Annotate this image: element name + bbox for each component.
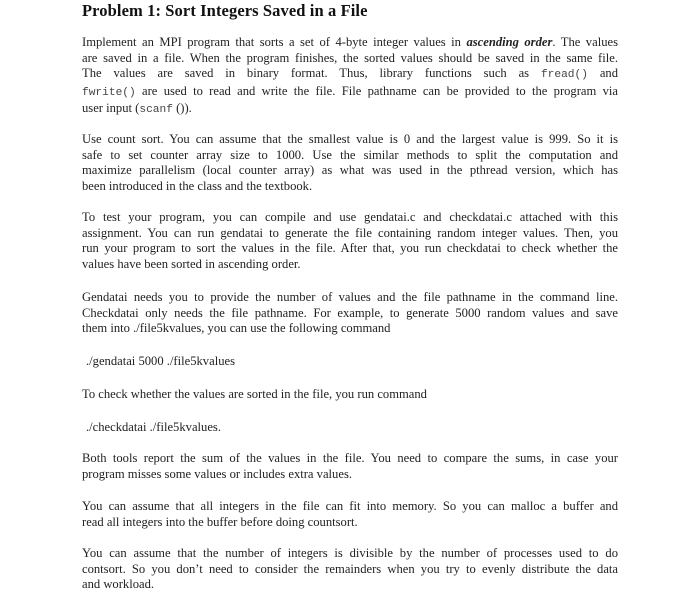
paragraph-count-sort xyxy=(82,132,618,194)
para-line: contsort. So you don’t need to consider the remainders when you try to evenly distribute the data xyxy=(82,561,618,576)
paragraph-intro xyxy=(82,35,618,119)
intro-line-5: user input (scanf ()). xyxy=(82,101,192,117)
para-line: been introduced in the class and the textbook. xyxy=(82,178,313,193)
paragraph-sums xyxy=(82,451,618,482)
para-line: maximize parallelism (local counter array) as what was used in the pthread version, which has xyxy=(82,163,618,178)
intro-line-4: fwrite() are used to read and write the file. File pathname can be provided to the program via xyxy=(82,83,618,99)
problem-title: Problem 1: Sort Integers Saved in a File xyxy=(82,1,368,20)
intro-line-3: The values are saved in binary format. Thus, library functions such as fread() and xyxy=(82,66,618,82)
para-line: Checkdatai only needs the file pathname. For example, to generate 5000 random values and save xyxy=(82,305,618,320)
paragraph-gendatai xyxy=(82,290,618,337)
para-line: assignment. You can run gendatai to generate the file containing random integer values. Then, you xyxy=(82,225,618,240)
intro-line-1: Implement an MPI program that sorts a set of 4-byte integer values in ascending order. The values xyxy=(82,35,618,49)
para-line: You can assume that the number of integers is divisible by the number of processes used to do xyxy=(82,546,618,560)
para-line: and workload. xyxy=(82,577,155,592)
para-line: read all integers into the buffer before doing countsort. xyxy=(82,514,358,529)
para-line: values have been sorted in ascending order. xyxy=(82,256,301,271)
paragraph-memory xyxy=(82,499,618,530)
para-line: Gendatai needs you to provide the number of values and the file pathname in the command line. xyxy=(82,290,618,304)
paragraph-divisible xyxy=(82,546,618,593)
paragraph-testing xyxy=(82,210,618,272)
check-instruction: To check whether the values are sorted in the file, you run command xyxy=(82,387,427,401)
para-line: run your program to sort the values in the file. After that, you run checkdatai to check whether the xyxy=(82,241,618,256)
para-line: safe to set counter array size to 1000. Use the similar methods to split the computation and xyxy=(82,147,618,162)
para-line: To test your program, you can compile and use gendatai.c and checkdatai.c attached with this xyxy=(82,210,618,224)
intro-line-2: are saved in a file. When the program finishes, the sorted values should be saved in the same file. xyxy=(82,50,618,65)
para-line: Both tools report the sum of the values in the file. You need to compare the sums, in case your xyxy=(82,451,618,465)
para-line: Use count sort. You can assume that the smallest value is 0 and the largest value is 999. So it is xyxy=(82,132,618,146)
checkdatai-command: ./checkdatai ./file5kvalues. xyxy=(86,420,221,434)
para-line: You can assume that all integers in the file can fit into memory. So you can malloc a buffer and xyxy=(82,499,618,513)
para-line: program misses some values or includes extra values. xyxy=(82,466,352,481)
gendatai-command: ./gendatai 5000 ./file5kvalues xyxy=(86,354,235,368)
para-line: them into ./file5kvalues, you can use the following command xyxy=(82,321,391,336)
